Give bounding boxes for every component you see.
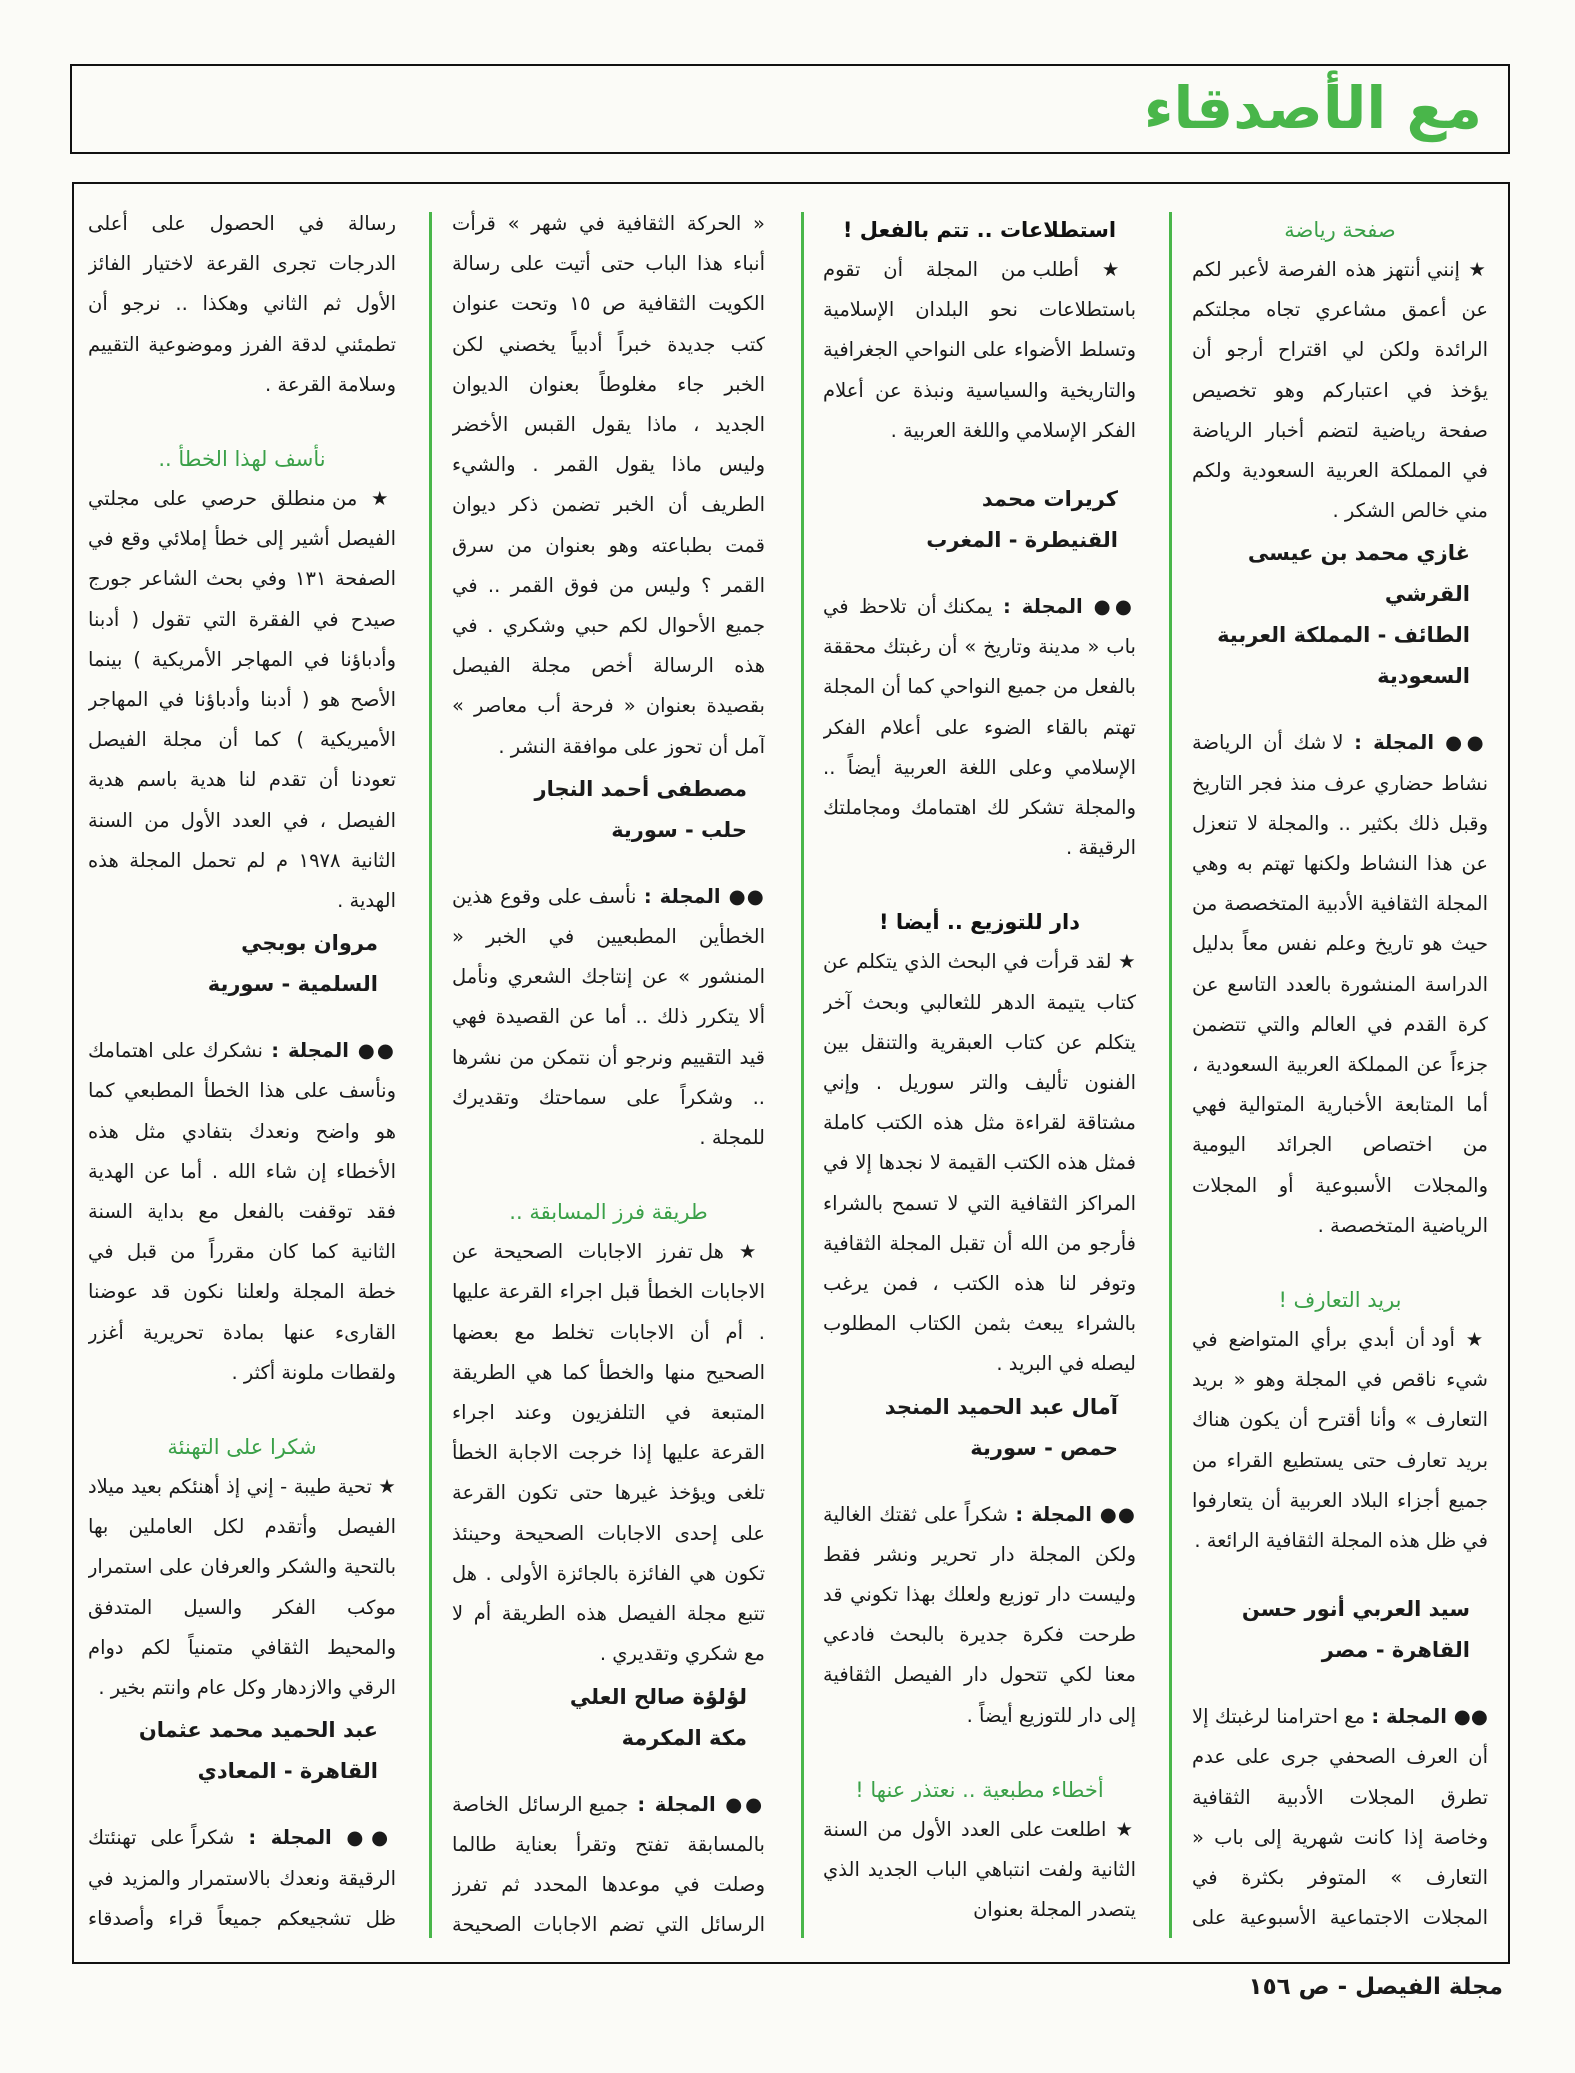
signature-name: مصطفى أحمد النجار xyxy=(534,776,747,801)
column-4 xyxy=(88,204,396,1944)
star-icon: ★ xyxy=(378,1475,396,1499)
letter-text: ★ من منطلق حرصي على مجلتي الفيصل أشير إلى خطأ إملائي وقع في الصفحة ١٣١ وفي بحث الشاعر جورج صيدح في الفقرة التي تقول ( أدبنا وأدباؤنا في المهاجر الأمريكية ) بينما الأصح هو ( أدبنا وأدباؤنا في المهاجر الأميريكية ) كما أن مجلة الفيصل تعودنا أن تقدم لنا هدية باسم هدية الفيصل ، في العدد الأول من السنة الثانية ١٩٧٨ م لم تحمل المجلة هذه الهدية . xyxy=(88,487,396,913)
star-icon: ★ xyxy=(1465,1328,1488,1352)
letter-text: ★ هل تفرز الاجابات الصحيحة عن الاجابات الخطأ قبل اجراء القرعة عليها . أم أن الاجابات تخلط مع بعضها الصحيح منها والخطأ كما هي الطريقة المتبعة في التلفزيون وعند اجراء القرعة عليها إذا خرجت الاجابة الخطأ تلغى ويؤخذ غيرها حتى تكون القرعة على إحدى الاجابات الصحيحة وحينئذ تكون هي الفائزة بالجائزة الأولى . هل تتبع مجلة الفيصل هذه الطريقة أم لا مع شكري وتقديري . xyxy=(452,1240,765,1666)
signature-name: آمال عبد الحميد المنجد xyxy=(884,1394,1118,1419)
signature-location: حلب - سورية xyxy=(611,817,747,842)
letter-text: ★ لقد قرأت في البحث الذي يتكلم عن كتاب يتيمة الدهر للثعالبي وبحث آخر يتكلم عن كتاب العبقرية والتنقل بين الفنون تأليف والتر سوريل . وإني مشتاقة لقراءة مثل هذه الكتب كاملة فمثل هذه الكتب القيمة لا نجدها إلا في المراكز الثقافية التي لا تسمح بالشراء فأرجو من الله أن تقبل المجلة الثقافية وتوفر لنا هذه الكتب ، فمن يرغب بالشراء يبعث بثمن الكتاب المطلوب ليصله في البريد . xyxy=(823,950,1136,1376)
section-heading: نأسف لهذا الخطأ .. xyxy=(158,447,326,472)
signature-name: عبد الحميد محمد عثمان xyxy=(138,1718,378,1743)
section-heading: أخطاء مطبعية .. نعتذر عنها ! xyxy=(855,1777,1104,1802)
signature-name: مروان بوبجي xyxy=(241,931,378,956)
page-footer: مجلة الفيصل - ص ١٥٦ xyxy=(1248,1974,1503,2000)
signature-location: القنيطرة - المغرب xyxy=(926,528,1118,553)
signature-location: القاهرة - مصر xyxy=(1321,1638,1470,1663)
signature-location: السلمية - سورية xyxy=(207,972,378,997)
editor-label: ●● المجلة : xyxy=(271,1039,396,1063)
signature-name: لؤلؤة صالح العلي xyxy=(569,1684,747,1709)
star-icon: ★ xyxy=(371,487,396,511)
star-icon: ★ xyxy=(1101,258,1136,281)
star-icon: ★ xyxy=(1118,950,1136,974)
editor-reply: ●● المجلة : شكراً على ثقتك الغالية ولكن المجلة دار تحرير ونشر فقط وليست دار توزيع ولعلك بهذا تكوني قد طرحت فكرة جديرة بالبحث فادعي معنا لكي تتحول دار الفيصل الثقافية إلى دار للتوزيع أيضاً . xyxy=(823,1502,1136,1727)
section-heading: استطلاعات .. تتم بالفعل ! xyxy=(842,218,1117,242)
signature-name: غازي محمد بن عيسى القرشي xyxy=(1247,541,1470,607)
star-icon: ★ xyxy=(738,1240,765,1264)
signature-location: القاهرة - المعادي xyxy=(197,1759,378,1784)
editor-reply: ●● المجلة : نشكرك على اهتمامك ونأسف على هذا الخطأ المطبعي كما هو واضح ونعدك بتفادي مثل هذه الأخطاء إن شاء الله . أما عن الهدية فقد توقفت بالفعل مع بداية السنة الثانية كما كان مقرراً من قبل في خطة المجلة ولعلنا نكون قد عوضنا القارىء عنها بمادة تحريرية أغزر ولقطات ملونة أكثر . xyxy=(88,1039,396,1384)
letter-text: « الحركة الثقافية في شهر » قرأت أنباء هذا الباب حتى أتيت على رسالة الكويت الثقافية ص ١٥ وتحت عنوان كتب جديدة خبراً أدبياً يخصني لكن الخبر جاء مغلوطاً بعنوان الديوان الجديد ، ماذا يقول القبس الأخضر وليس ماذا يقول القمر . والشيء الطريف أن الخبر تضمن ذكر ديوان قمت بطباعته وهو بعنوان من سرق القمر ؟ وليس من فوق القمر .. في جميع الأحوال لكم حبي وشكري . في هذه الرسالة أخص مجلة الفيصل بقصيدة بعنوان « فرحة أب معاصر » آمل أن تحوز على موافقة النشر . xyxy=(452,212,765,758)
signature-location: الطائف - المملكة العربية السعودية xyxy=(1217,623,1470,689)
column-divider xyxy=(801,212,804,1938)
section-heading: بريد التعارف ! xyxy=(1278,1288,1402,1313)
star-icon: ★ xyxy=(1115,1817,1136,1841)
editor-reply: ●● المجلة : نأسف على وقوع هذين الخطأين المطبعيين في الخبر « المنشور » عن إنتاجك الشعري ونأمل ألا يتكرر ذلك .. أما عن القصيدة فهي قيد التقييم ونرجو أن نتمكن من نشرها .. وشكراً على سماحتك وتقديرك للمجلة . xyxy=(452,884,765,1150)
letter-text: ★ إنني أنتهز هذه الفرصة لأعبر لكم عن أعمق مشاعري تجاه مجلتكم الرائدة ولكن لي اقتراح أرجو أن يؤخذ في اعتباركم وهو تخصيص صفحة رياضية لتضم أخبار الرياضة في المملكة العربية السعودية ولكم مني خالص الشكر . xyxy=(1192,258,1488,523)
editor-label: ●● المجلة : xyxy=(248,1826,396,1850)
editor-label: ●● المجلة : xyxy=(643,884,765,908)
column-divider xyxy=(429,212,432,1938)
letter-text: ★ تحية طيبة - إني إذ أهنئكم بعيد ميلاد الفيصل وأتقدم لكل العاملين بها بالتحية والشكر والعرفان على استمرار موكب الفكر والسيل المتدفق والمحيط الثقافي متمنياً لكم دوام الرقي والازدهار وكل عام وانتم بخير . xyxy=(88,1475,396,1700)
editor-reply: ●● المجلة : يمكنك أن تلاحظ في باب « مدينة وتاريخ » أن رغبتك محققة بالفعل من جميع النواحي كما أن المجلة تهتم بالقاء الضوء على أعلام الفكر الإسلامي وعلى اللغة العربية أيضاً .. والمجلة تشكر لك اهتمامك ومجاملتك الرقيقة . xyxy=(823,595,1136,860)
editor-reply: ●● المجلة : لا شك أن الرياضة نشاط حضاري عرف منذ فجر التاريخ وقبل ذلك بكثير .. والمجلة لا تنعزل عن هذا النشاط ولكنها تهتم به وهي المجلة الثقافية الأدبية المتخصصة من حيث هو تاريخ وعلم نفس معاً بدليل الدراسة المنشورة بالعدد التاسع عن كرة القدم في العالم والتي تتضمن جزءاً عن المملكة العربية السعودية ، أما المتابعة الأخبارية المتوالية فهي من اختصاص الجرائد اليومية والمجلات الأسبوعية أو المجلات الرياضية المتخصصة . xyxy=(1192,731,1488,1237)
editor-label: ●● المجلة : xyxy=(637,1792,765,1816)
letters-frame xyxy=(72,182,1510,1964)
editor-reply: ●● المجلة : مع احترامنا لرغبتك إلا أن العرف الصحفي جرى على عدم تطرق المجلات الأدبية الثقافية وخاصة إذا كانت شهرية إلى باب « التعارف » المتوفر بكثرة في المجلات الاجتماعية الأسبوعية على xyxy=(1192,1705,1488,1930)
column-3 xyxy=(452,204,765,1944)
masthead-title: مع الأصدقاء xyxy=(1143,74,1482,142)
editor-label: ●● المجلة : xyxy=(1354,731,1488,755)
editor-label: ●● المجلة : xyxy=(1015,1502,1136,1526)
signature-location: مكة المكرمة xyxy=(621,1725,747,1750)
column-divider xyxy=(1169,212,1172,1938)
section-heading: صفحة رياضة xyxy=(1284,218,1396,242)
editor-reply: ●● المجلة : جميع الرسائل الخاصة بالمسابقة تفتح وتقرأ بعناية طالما وصلت في موعدها المحدد ثم تفرز الرسائل التي تضم الاجابات الصحيحة xyxy=(452,1792,765,1937)
editor-label: ●● المجلة : xyxy=(1371,1705,1488,1729)
section-heading: شكرا على التهنئة xyxy=(167,1435,317,1460)
signature-location: حمص - سورية xyxy=(970,1435,1118,1460)
letter-text: ★ أود أن أبدي برأي المتواضع في شيء ناقص في المجلة وهو « بريد التعارف » وأنا أقترح أن يكون هناك بريد تعارف حتى يستطيع القراء من جميع أجزاء البلاد العربية أن يتعارفوا في ظل هذه المجلة الثقافية الرائعة . xyxy=(1192,1328,1488,1553)
signature-name: كريرات محمد xyxy=(981,487,1118,512)
column-2 xyxy=(823,204,1136,1944)
editor-reply: ●● المجلة : شكراً على تهنئتك الرقيقة ونعدك بالاستمرار والمزيد في ظل تشجيعكم جميعاً قراء وأصدقاء xyxy=(88,1826,396,1930)
letter-text: ★ أطلب من المجلة أن تقوم باستطلاعات نحو البلدان الإسلامية وتسلط الأضواء على النواحي الجغرافية والتاريخية والسياسية ونبذة عن أعلام الفكر الإسلامي واللغة العربية . xyxy=(823,258,1136,442)
section-heading: طريقة فرز المسابقة .. xyxy=(509,1200,708,1225)
letter-text: ★ اطلعت على العدد الأول من السنة الثانية ولفت انتباهي الباب الجديد الذي يتصدر المجلة بعنوان xyxy=(823,1817,1136,1922)
signature-name: سيد العربي أنور حسن xyxy=(1241,1597,1470,1622)
column-1 xyxy=(1192,204,1488,1944)
letter-text: رسالة في الحصول على أعلى الدرجات تجرى القرعة لاختيار الفائز الأول ثم الثاني وهكذا .. نرجو أن تطمئني لدقة الفرز وموضوعية التقييم وسلامة القرعة . xyxy=(88,212,396,396)
header-box xyxy=(70,64,1510,154)
editor-label: ●● المجلة : xyxy=(1003,595,1136,619)
star-icon: ★ xyxy=(1468,258,1488,281)
section-heading: دار للتوزيع .. أيضا ! xyxy=(878,910,1081,935)
